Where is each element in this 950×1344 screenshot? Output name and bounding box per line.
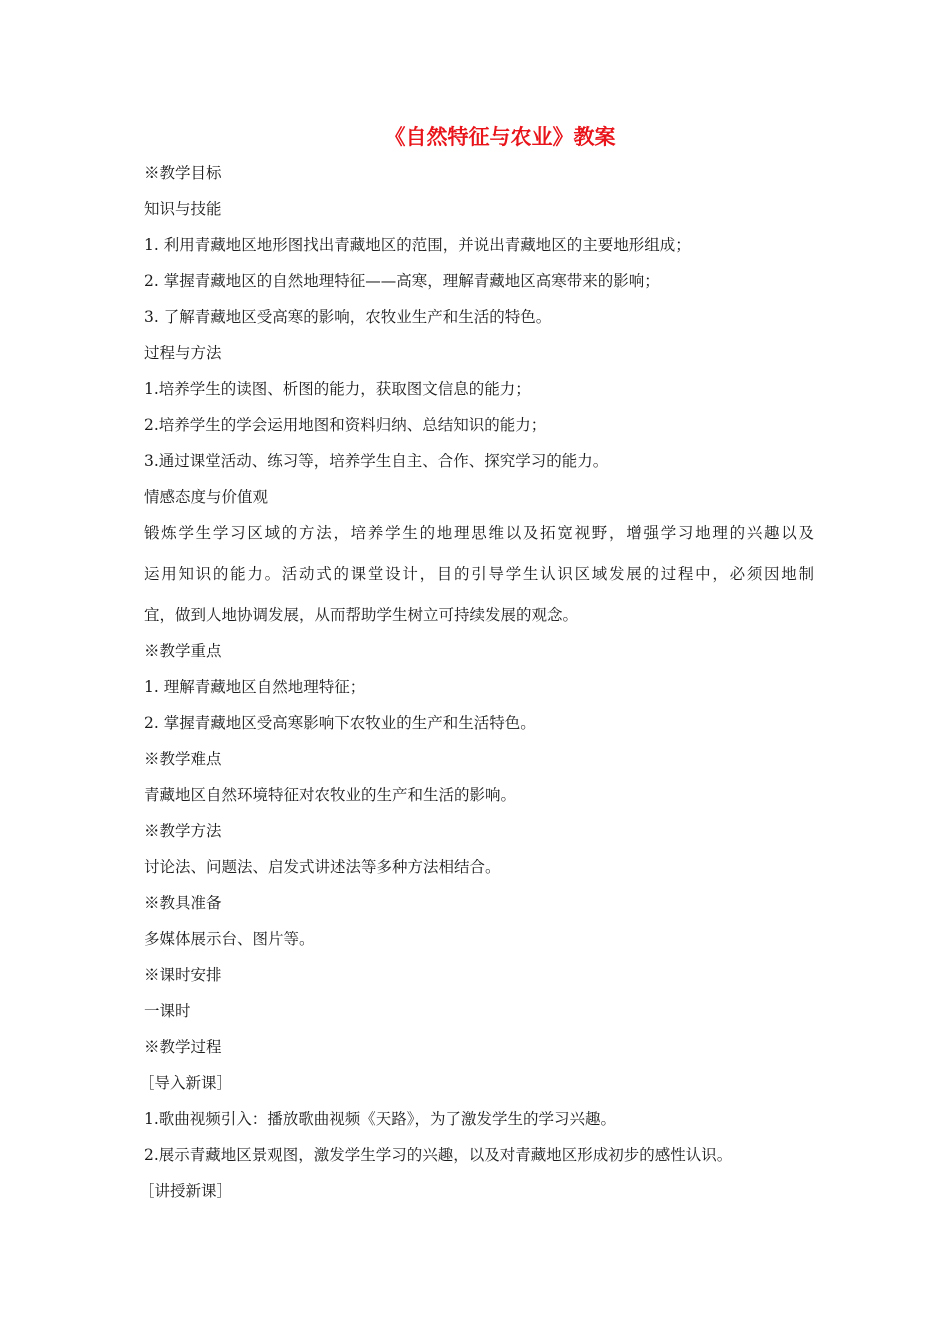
list-item: 1. 利用青藏地区地形图找出青藏地区的范围，并说出青藏地区的主要地形组成； [144, 236, 691, 254]
list-item: 3.通过课堂活动、练习等，培养学生自主、合作、探究学习的能力。 [144, 452, 609, 470]
subheading-attitudes-values: 情感态度与价值观 [144, 488, 269, 506]
paragraph-line: 一课时 [144, 1002, 191, 1020]
list-item: 2.展示青藏地区景观图，激发学生学习的兴趣，以及对青藏地区形成初步的感性认识。 [144, 1146, 733, 1164]
paragraph-line: 锻炼学生学习区域的方法，培养学生的地理思维以及拓宽视野，增强学习地理的兴趣以及 [144, 524, 814, 542]
section-heading-key-points: ※教学重点 [144, 642, 222, 660]
list-item: 3. 了解青藏地区受高寒的影响，农牧业生产和生活的特色。 [144, 308, 552, 326]
section-heading-teaching-process: ※教学过程 [144, 1038, 222, 1056]
section-heading-teaching-objectives: ※教学目标 [144, 164, 222, 182]
section-heading-difficulties: ※教学难点 [144, 750, 222, 768]
section-heading-teaching-aids: ※教具准备 [144, 894, 222, 912]
paragraph-line: 多媒体展示台、图片等。 [144, 930, 315, 948]
list-item: 1.培养学生的读图、析图的能力，获取图文信息的能力； [144, 380, 531, 398]
subheading-process-methods: 过程与方法 [144, 344, 222, 362]
paragraph-line: 宜，做到人地协调发展，从而帮助学生树立可持续发展的观念。 [144, 606, 579, 624]
subheading-new-lesson: ［讲授新课］ [139, 1182, 233, 1200]
list-item: 1.歌曲视频引入：播放歌曲视频《天路》，为了激发学生的学习兴趣。 [144, 1110, 617, 1128]
paragraph-line: 青藏地区自然环境特征对农牧业的生产和生活的影响。 [144, 786, 517, 804]
document-title: 《自然特征与农业》教案 [384, 124, 616, 149]
section-heading-schedule: ※课时安排 [144, 966, 222, 984]
list-item: 2. 掌握青藏地区受高寒影响下农牧业的生产和生活特色。 [144, 714, 536, 732]
paragraph-line: 讨论法、问题法、启发式讲述法等多种方法相结合。 [144, 858, 501, 876]
paragraph-line: 运用知识的能力。活动式的课堂设计，目的引导学生认识区域发展的过程中，必须因地制 [144, 565, 814, 583]
list-item: 2.培养学生的学会运用地图和资料归纳、总结知识的能力； [144, 416, 547, 434]
list-item: 2. 掌握青藏地区的自然地理特征——高寒，理解青藏地区高寒带来的影响； [144, 272, 660, 290]
subheading-introduction: ［导入新课］ [139, 1074, 233, 1092]
subheading-knowledge-skills: 知识与技能 [144, 200, 222, 218]
section-heading-methods: ※教学方法 [144, 822, 222, 840]
list-item: 1. 理解青藏地区自然地理特征； [144, 678, 366, 696]
